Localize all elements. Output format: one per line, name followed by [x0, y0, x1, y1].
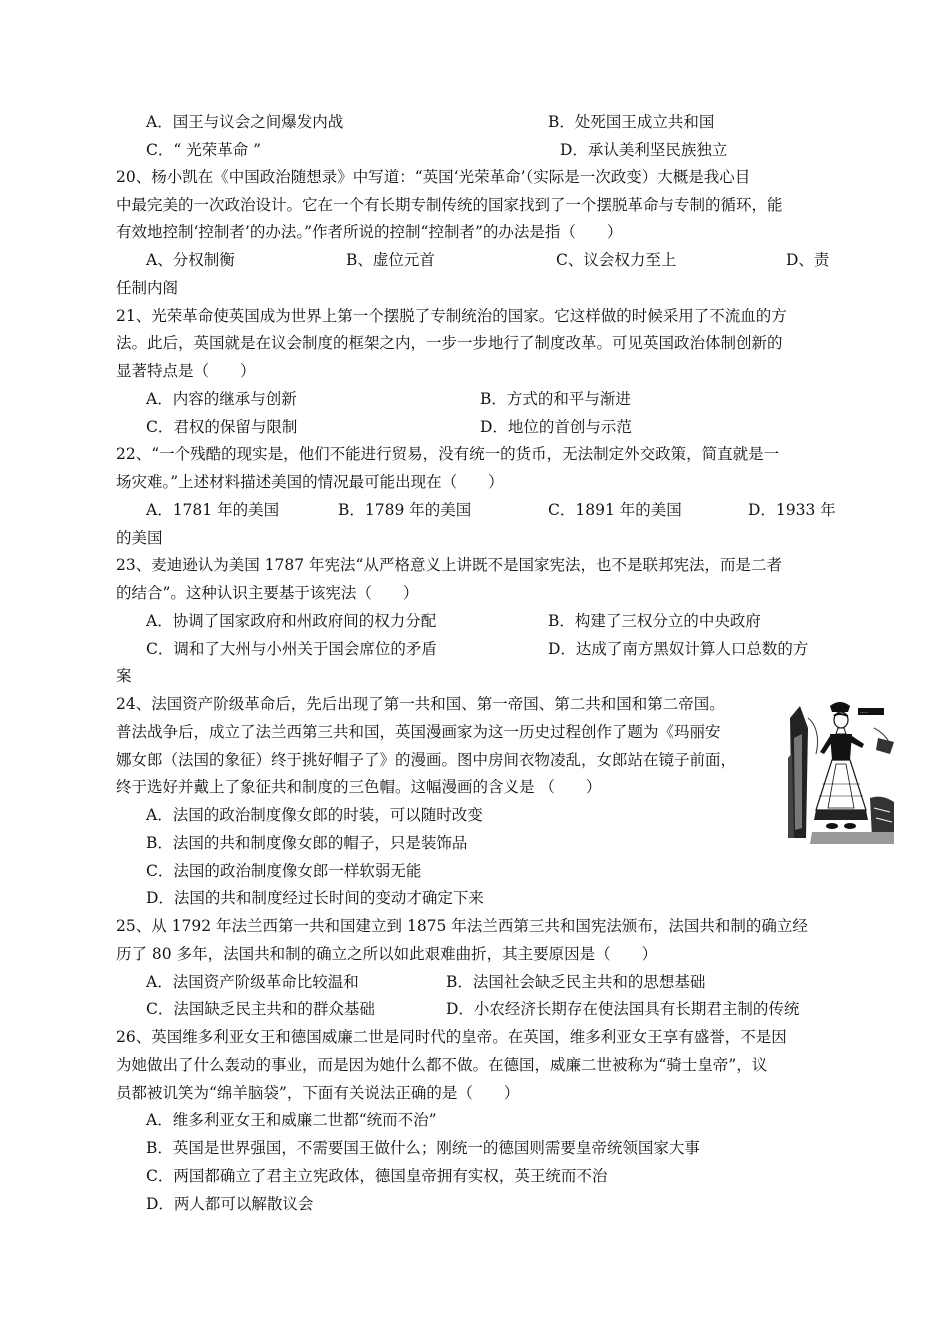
q19-option-c: C．“ 光荣革命 ”	[146, 141, 262, 159]
q21-option-d: D．地位的首创与示范	[480, 418, 632, 436]
q23-option-d: D．达成了南方黑奴计算人口总数的方	[548, 640, 809, 658]
marianne-cartoon-image	[786, 698, 896, 844]
q24-option-a: A．法国的政治制度像女郎的时装，可以随时改变	[146, 806, 483, 824]
q19-option-d: D．承认美利坚民族独立	[560, 141, 728, 159]
q21-stem-line: 显著特点是（ ）	[116, 362, 256, 380]
q23-stem-line: 23、麦迪逊认为美国 1787 年宪法“从严格意义上讲既不是国家宪法，也不是联邦宪法，而是二者	[116, 556, 782, 574]
q25-option-b: B．法国社会缺乏民主共和的思想基础	[446, 973, 706, 991]
q22-stem-line: 22、“一个残酷的现实是，他们不能进行贸易，没有统一的货币，无法制定外交政策，简直就是一	[116, 445, 780, 463]
q22-option-c: C．1891 年的美国	[548, 501, 682, 519]
q25-option-c: C．法国缺乏民主共和的群众基础	[146, 1000, 375, 1018]
q26-option-d: D．两人都可以解散议会	[146, 1195, 314, 1213]
q26-stem-line: 员都被讥笑为“绵羊脑袋”，下面有关说法正确的是（ ）	[116, 1084, 520, 1102]
q21-stem-line: 法。此后，英国就是在议会制度的框架之内，一步一步地行了制度改革。可见英国政治体制创新的	[116, 334, 783, 352]
q24-stem-line: 娜女郎（法国的象征）终于挑好帽子了》的漫画。图中房间衣物凌乱，女郎站在镜子前面，	[116, 751, 737, 769]
q26-option-b: B．英国是世界强国，不需要国王做什么；刚统一的德国则需要皇帝统领国家大事	[146, 1139, 700, 1157]
q22-option-d: D．1933 年	[748, 501, 836, 519]
q24-stem-line: 普法战争后，成立了法兰西第三共和国，英国漫画家为这一历史过程创作了题为《玛丽安	[116, 723, 721, 741]
q23-option-d-wrap: 案	[116, 667, 132, 685]
q23-stem-line: 的结合”。这种认识主要基于该宪法（ ）	[116, 584, 419, 602]
q20-stem-line: 20、杨小凯在《中国政治随想录》中写道：“英国‘光荣革命’（实际是一次政变）大概是我心目	[116, 168, 751, 186]
q25-option-a: A．法国资产阶级革命比较温和	[146, 973, 359, 991]
q20-option-a: A、分权制衡	[146, 251, 235, 269]
q26-stem-line: 26、英国维多利亚女王和德国威廉二世是同时代的皇帝。在英国，维多利亚女王享有盛誉，不是因	[116, 1028, 787, 1046]
q20-stem-line: 有效地控制‘控制者’的办法。”作者所说的控制“控制者”的办法是指（ ）	[116, 223, 623, 241]
q20-option-b: B、虚位元首	[346, 251, 435, 269]
q24-option-d: D．法国的共和制度经过长时间的变动才确定下来	[146, 889, 484, 907]
q22-option-a: A．1781 年的美国	[146, 501, 280, 519]
q20-option-d: D、责	[786, 251, 830, 269]
q26-stem-line: 为她做出了什么轰动的事业，而是因为她什么都不做。在德国，威廉二世被称为“骑士皇帝”，议	[116, 1056, 768, 1074]
svg-text:·····: ·····	[860, 710, 868, 716]
q25-stem-line: 历了 80 多年，法国共和制的确立之所以如此艰难曲折，其主要原因是（ ）	[116, 945, 658, 963]
q21-option-b: B．方式的和平与渐进	[480, 390, 631, 408]
q22-option-b: B．1789 年的美国	[338, 501, 472, 519]
q25-stem-line: 25、从 1792 年法兰西第一共和国建立到 1875 年法兰西第三共和国宪法颁布，法国共和制的确立经	[116, 917, 808, 935]
q19-option-a: A．国王与议会之间爆发内战	[146, 113, 344, 131]
q24-stem-line: 终于选好并戴上了象征共和制度的三色帽。这幅漫画的含义是 （ ）	[116, 778, 602, 796]
q20-option-d-wrap: 任制内阁	[116, 279, 179, 297]
q23-option-a: A．协调了国家政府和州政府间的权力分配	[146, 612, 437, 630]
q22-option-d-wrap: 的美国	[116, 529, 163, 547]
q20-stem-line: 中最完美的一次政治设计。它在一个有长期专制传统的国家找到了一个摆脱革命与专制的循环，能	[116, 196, 783, 214]
q21-option-a: A．内容的继承与创新	[146, 390, 297, 408]
q20-option-c: C、议会权力至上	[556, 251, 677, 269]
q22-stem-line: 场灾难。”上述材料描述美国的情况最可能出现在（ ）	[116, 473, 504, 491]
q24-option-c: C．法国的政治制度像女郎一样软弱无能	[146, 862, 422, 880]
q26-option-c: C．两国都确立了君主立宪政体，德国皇帝拥有实权，英王统而不治	[146, 1167, 608, 1185]
q23-option-b: B．构建了三权分立的中央政府	[548, 612, 761, 630]
q26-option-a: A．维多利亚女王和威廉二世都“统而不治”	[146, 1111, 437, 1129]
q25-option-d: D．小农经济长期存在使法国具有长期君主制的传统	[446, 1000, 800, 1018]
q21-stem-line: 21、光荣革命使英国成为世界上第一个摆脱了专制统治的国家。它这样做的时候采用了不流血的方	[116, 307, 787, 325]
q21-option-c: C．君权的保留与限制	[146, 418, 298, 436]
q24-option-b: B．法国的共和制度像女郎的帽子，只是装饰品	[146, 834, 468, 852]
q23-option-c: C．调和了大州与小州关于国会席位的矛盾	[146, 640, 437, 658]
q24-stem-line: 24、法国资产阶级革命后，先后出现了第一共和国、第一帝国、第二共和国和第二帝国。	[116, 695, 725, 713]
q19-option-b: B．处死国王成立共和国	[548, 113, 715, 131]
